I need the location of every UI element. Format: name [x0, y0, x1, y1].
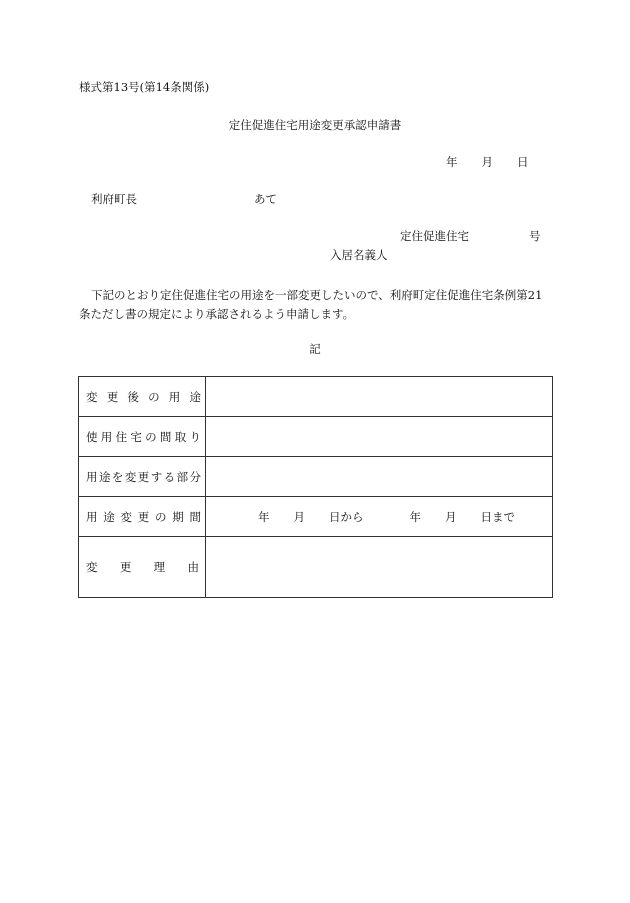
table-row [79, 537, 553, 598]
label-char: の [155, 509, 167, 524]
label-char: 変 [120, 509, 132, 524]
row-label-changed-part [86, 457, 201, 496]
label-char: 用 [168, 389, 181, 404]
application-statement: 下記のとおり定住促進住宅の用途を一部変更したいので、利府町定住促進住宅条例第21条ただし書の規定により承認されるよう申請します。 [79, 288, 543, 321]
new-use-field[interactable] [206, 377, 553, 417]
label-char: 更 [137, 469, 150, 484]
label-char: り [189, 429, 201, 444]
label-char: 更 [106, 389, 119, 404]
label-char: 後 [127, 389, 139, 404]
label-char: 分 [189, 469, 201, 484]
row-label-cell [79, 537, 206, 598]
label-char: 住 [115, 429, 128, 444]
label-char: 使 [86, 429, 98, 444]
label-char: 部 [176, 469, 189, 484]
label-char: を [111, 469, 124, 484]
label-char: 用 [100, 429, 113, 444]
table-row [79, 457, 553, 497]
ki-heading: 記 [309, 342, 321, 356]
label-char: る [163, 469, 176, 484]
label-char: 取 [174, 429, 187, 444]
housing-number-suffix: 号 [529, 229, 541, 243]
label-char: 用 [86, 509, 98, 524]
label-char: 途 [103, 509, 115, 524]
period-from-year: 年 [258, 509, 270, 524]
changed-part-field[interactable] [206, 457, 553, 497]
document-title: 定住促進住宅用途変更承認申請書 [228, 118, 402, 132]
period-from-day: 日から [329, 509, 364, 524]
label-char: す [150, 469, 163, 484]
date-day-label: 日 [517, 155, 529, 169]
label-char: 途 [189, 389, 201, 404]
label-char: 間 [189, 509, 201, 524]
label-char: 用 [86, 469, 98, 484]
period-field[interactable] [206, 497, 553, 537]
period-to-month: 月 [445, 509, 457, 524]
addressee: 利府町長 [91, 192, 137, 206]
period-inputs [206, 497, 552, 536]
label-char: の [145, 429, 157, 444]
date-year-label: 年 [446, 155, 458, 169]
label-char: 宅 [130, 429, 142, 444]
table-row [79, 497, 553, 537]
label-char: 変 [124, 469, 137, 484]
table-row [79, 377, 553, 417]
application-date-line [446, 157, 529, 169]
date-month-label: 月 [481, 155, 493, 169]
label-char: 間 [159, 429, 172, 444]
row-label-reason [86, 537, 199, 597]
label-char: 途 [98, 469, 111, 484]
period-from-month: 月 [293, 509, 305, 524]
label-char: 理 [153, 560, 166, 574]
form-number: 様式第13号(第14条関係) [79, 80, 210, 94]
label-char: 由 [187, 560, 199, 574]
label-char: 期 [172, 509, 184, 524]
label-char: 変 [86, 389, 98, 404]
label-char: 更 [137, 509, 150, 524]
label-char: の [148, 389, 160, 404]
row-label-cell [79, 497, 206, 537]
period-to-year: 年 [409, 509, 421, 524]
label-char: 更 [119, 560, 132, 574]
row-label-cell [79, 377, 206, 417]
row-label-period [86, 497, 201, 536]
table-row [79, 417, 553, 457]
floor-plan-field[interactable] [206, 417, 553, 457]
row-label-floor-plan [86, 417, 201, 456]
reason-field[interactable] [206, 537, 553, 598]
label-char: 変 [86, 560, 98, 574]
addressee-suffix: あて [254, 192, 277, 206]
period-to-day: 日まで [480, 509, 515, 524]
row-label-cell [79, 417, 206, 457]
row-label-new-use [86, 377, 201, 416]
application-form-table [78, 376, 553, 598]
row-label-cell [79, 457, 206, 497]
resident-label: 入居名義人 [330, 248, 388, 262]
housing-label: 定住促進住宅 [400, 229, 469, 243]
